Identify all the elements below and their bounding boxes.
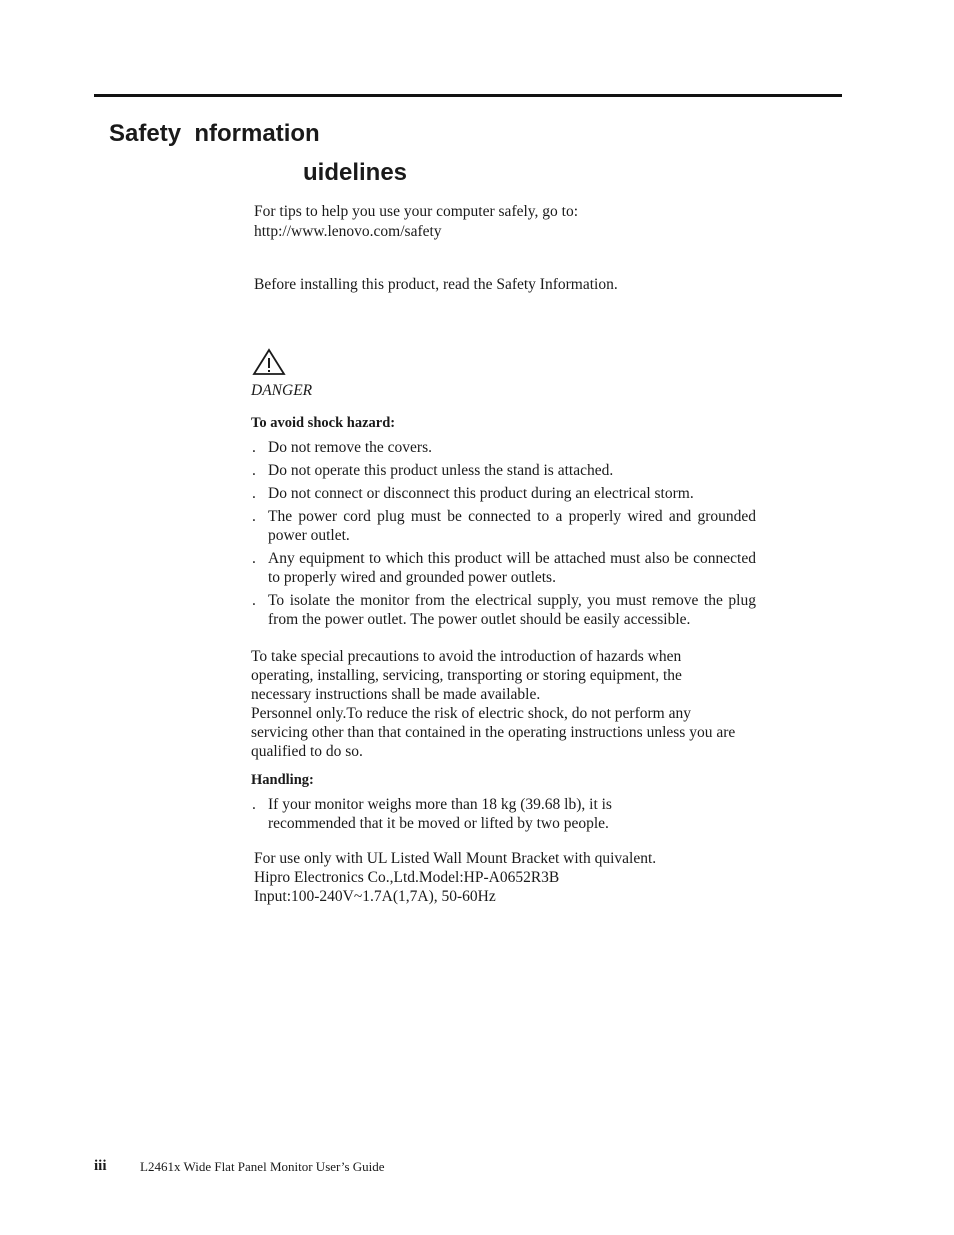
list-item: . Do not connect or disconnect this product during an electrical storm. [252, 485, 694, 502]
list-item: . To isolate the monitor from the electrical supply, you must remove the plug from the power outlet. The power outlet should be easily accessible. [252, 592, 756, 628]
page-number: iii [94, 1158, 107, 1174]
input-rating-text: Input:100-240V~1.7A(1,7A), 50-60Hz [254, 888, 496, 905]
model-text: Hipro Electronics Co.,Ltd.Model:HP-A0652R3B [254, 869, 560, 886]
header-rule [94, 94, 842, 97]
list-item: . Any equipment to which this product will be attached must also be connected to properly wired and grounded power outlets. [252, 550, 756, 586]
tips-text: For tips to help you use your computer safely, go to: [254, 203, 579, 220]
page-title: Safety nformation [109, 120, 320, 147]
list-item: . Do not remove the covers. [252, 439, 432, 456]
before-install-text: Before installing this product, read the Safety Information. [254, 276, 618, 293]
section-title: uidelines [303, 159, 408, 186]
shock-hazard-list [251, 438, 756, 633]
list-item: . The power cord plug must be connected to a properly wired and grounded power outlet. [252, 508, 756, 544]
footer-title: L2461x Wide Flat Panel Monitor User’s Guide [140, 1159, 385, 1174]
safety-url-link[interactable]: http://www.lenovo.com/safety [254, 223, 442, 240]
list-item: . Do not operate this product unless the stand is attached. [252, 462, 614, 479]
shock-hazard-heading: To avoid shock hazard: [251, 415, 396, 431]
handling-heading: Handling: [251, 772, 314, 788]
list-item: . If your monitor weighs more than 18 kg (39.68 lb), it is recommended that it be moved or lifted by two people. [252, 796, 612, 832]
warning-triangle-icon [252, 348, 286, 376]
precautions-paragraph: To take special precautions to avoid the introduction of hazards when operating, installing, servicing, transporting or storing equipment, the necessary instructions shall be made available. [251, 648, 682, 703]
mount-text: For use only with UL Listed Wall Mount Bracket with quivalent. [254, 850, 657, 867]
danger-label: DANGER [251, 382, 313, 399]
personnel-paragraph: Personnel only.To reduce the risk of electric shock, do not perform any servicing other than that contained in the operating instructions unless you are qualified to do so. [251, 705, 736, 760]
handling-list [251, 795, 671, 837]
